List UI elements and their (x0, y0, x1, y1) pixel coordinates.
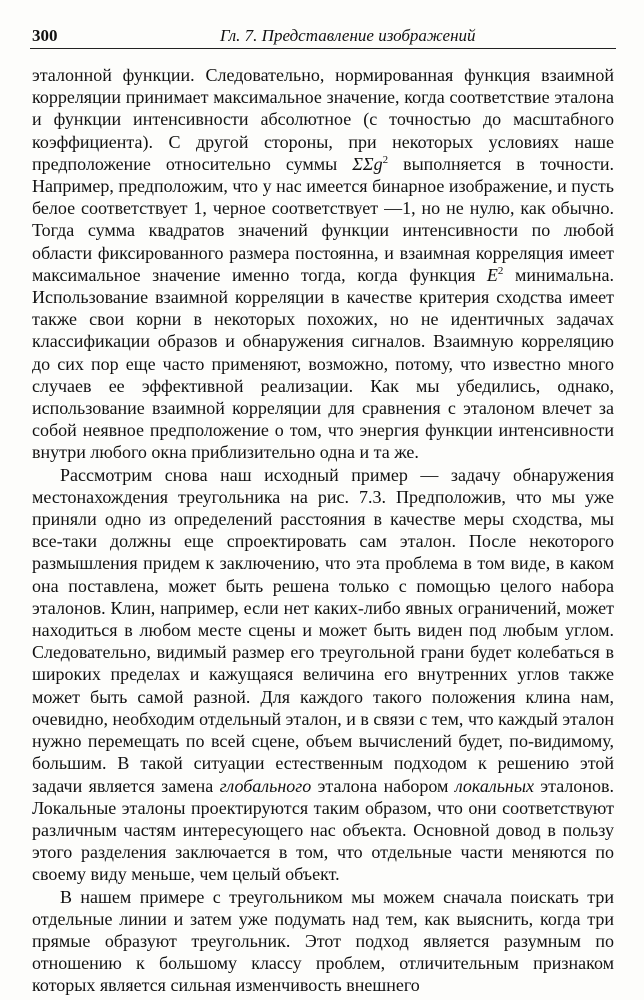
text-math: ΣΣg (352, 153, 383, 174)
text-em: локальных (454, 775, 535, 796)
text-run: выполняется в точности. Например, предположим, что у нас имеется бинарное изображение, и пусть белое соответствует 1, черное соответствует —1, но не нулю, как обычно. Тогда сумма квадратов значений функции интенсивности по любой области фиксированного размера постоянна, и взаимная корреляция имеет максимальное значение именно тогда, когда функция (32, 153, 614, 285)
text-run: эталонов. Локальные эталоны проектируются таким образом, что они соответствуют различным частям интересующего нас объекта. Основной довод в пользу этого разделения заключается в том, что отдельные части меняются по своему виду меньше, чем целый объект. (32, 775, 614, 885)
text-run: Рассмотрим снова наш исходный пример — задачу обнаружения местонахождения треугольника на рис. 7.3. Предположив, что мы уже приняли одно из определений расстояния в качестве меры сходства, мы все-таки должны еще спроектировать сам эталон. После некоторого размышления придем к заключению, что эта проблема в том виде, в каком она поставлена, может быть решена только с помощью целого набора эталонов. Клин, например, если нет каких-либо явных ограничений, может находиться в любом месте сцены и может быть виден под любым углом. Следовательно, видимый размер его треугольной грани будет колебаться в широких пределах и кажущаяся величина его внутренних углов также может быть самой разной. Для каждого такого положения клина нам, очевидно, необходим отдельный эталон, и в связи с тем, что каждый эталон нужно перемещать по всей сцене, объем вычислений будет, по-видимому, большим. В такой ситуации естественным подходом к решению этой задачи является замена (32, 464, 614, 796)
page-header (30, 22, 616, 49)
body-text (32, 64, 614, 997)
paragraph (32, 464, 614, 886)
text-run: эталона набором (311, 775, 455, 796)
text-run: эталонной функции. Следовательно, нормированная функция взаимной корреляции принимает максимальное значение, когда соответствие эталона и функции интенсивности абсолютное (с точностью до масштабного коэффициента). С другой стороны, при некоторых условиях наше предположение относительно суммы (32, 65, 614, 174)
text-run: В нашем примере с треугольником мы можем сначала поискать три отдельные линии и затем уже подумать над тем, как выяснить, когда три прямые образуют треугольник. Этот подход является разумным по отношению к большому классу проблем, отличительным признаком которых является сильная изменчивость внешнего (32, 886, 614, 996)
running-head: Гл. 7. Представление изображений (220, 26, 476, 45)
page-number: 300 (32, 26, 58, 45)
text-run: минимальна. Использование взаимной корреляции в качестве критерия сходства имеет также свои корни в некоторых похожих, но не идентичных задачах классификации образов и обнаружения сигналов. Взаимную корреляцию до сих пор еще часто применяют, возможно, потому, что известно много случаев ее эффективной реализации. Как мы убедились, однако, использование взаимной корреляции для сравнения с эталоном влечет за собой неявное предположение о том, что энергия функции интенсивности внутри любого окна приблизительно одна и та же. (32, 264, 614, 463)
paragraph (32, 886, 614, 997)
text-sup: 2 (497, 264, 504, 277)
text-em: глобального (219, 775, 312, 796)
paragraph (32, 64, 614, 464)
text-math: E (486, 264, 498, 285)
text-sup: 2 (382, 153, 389, 166)
